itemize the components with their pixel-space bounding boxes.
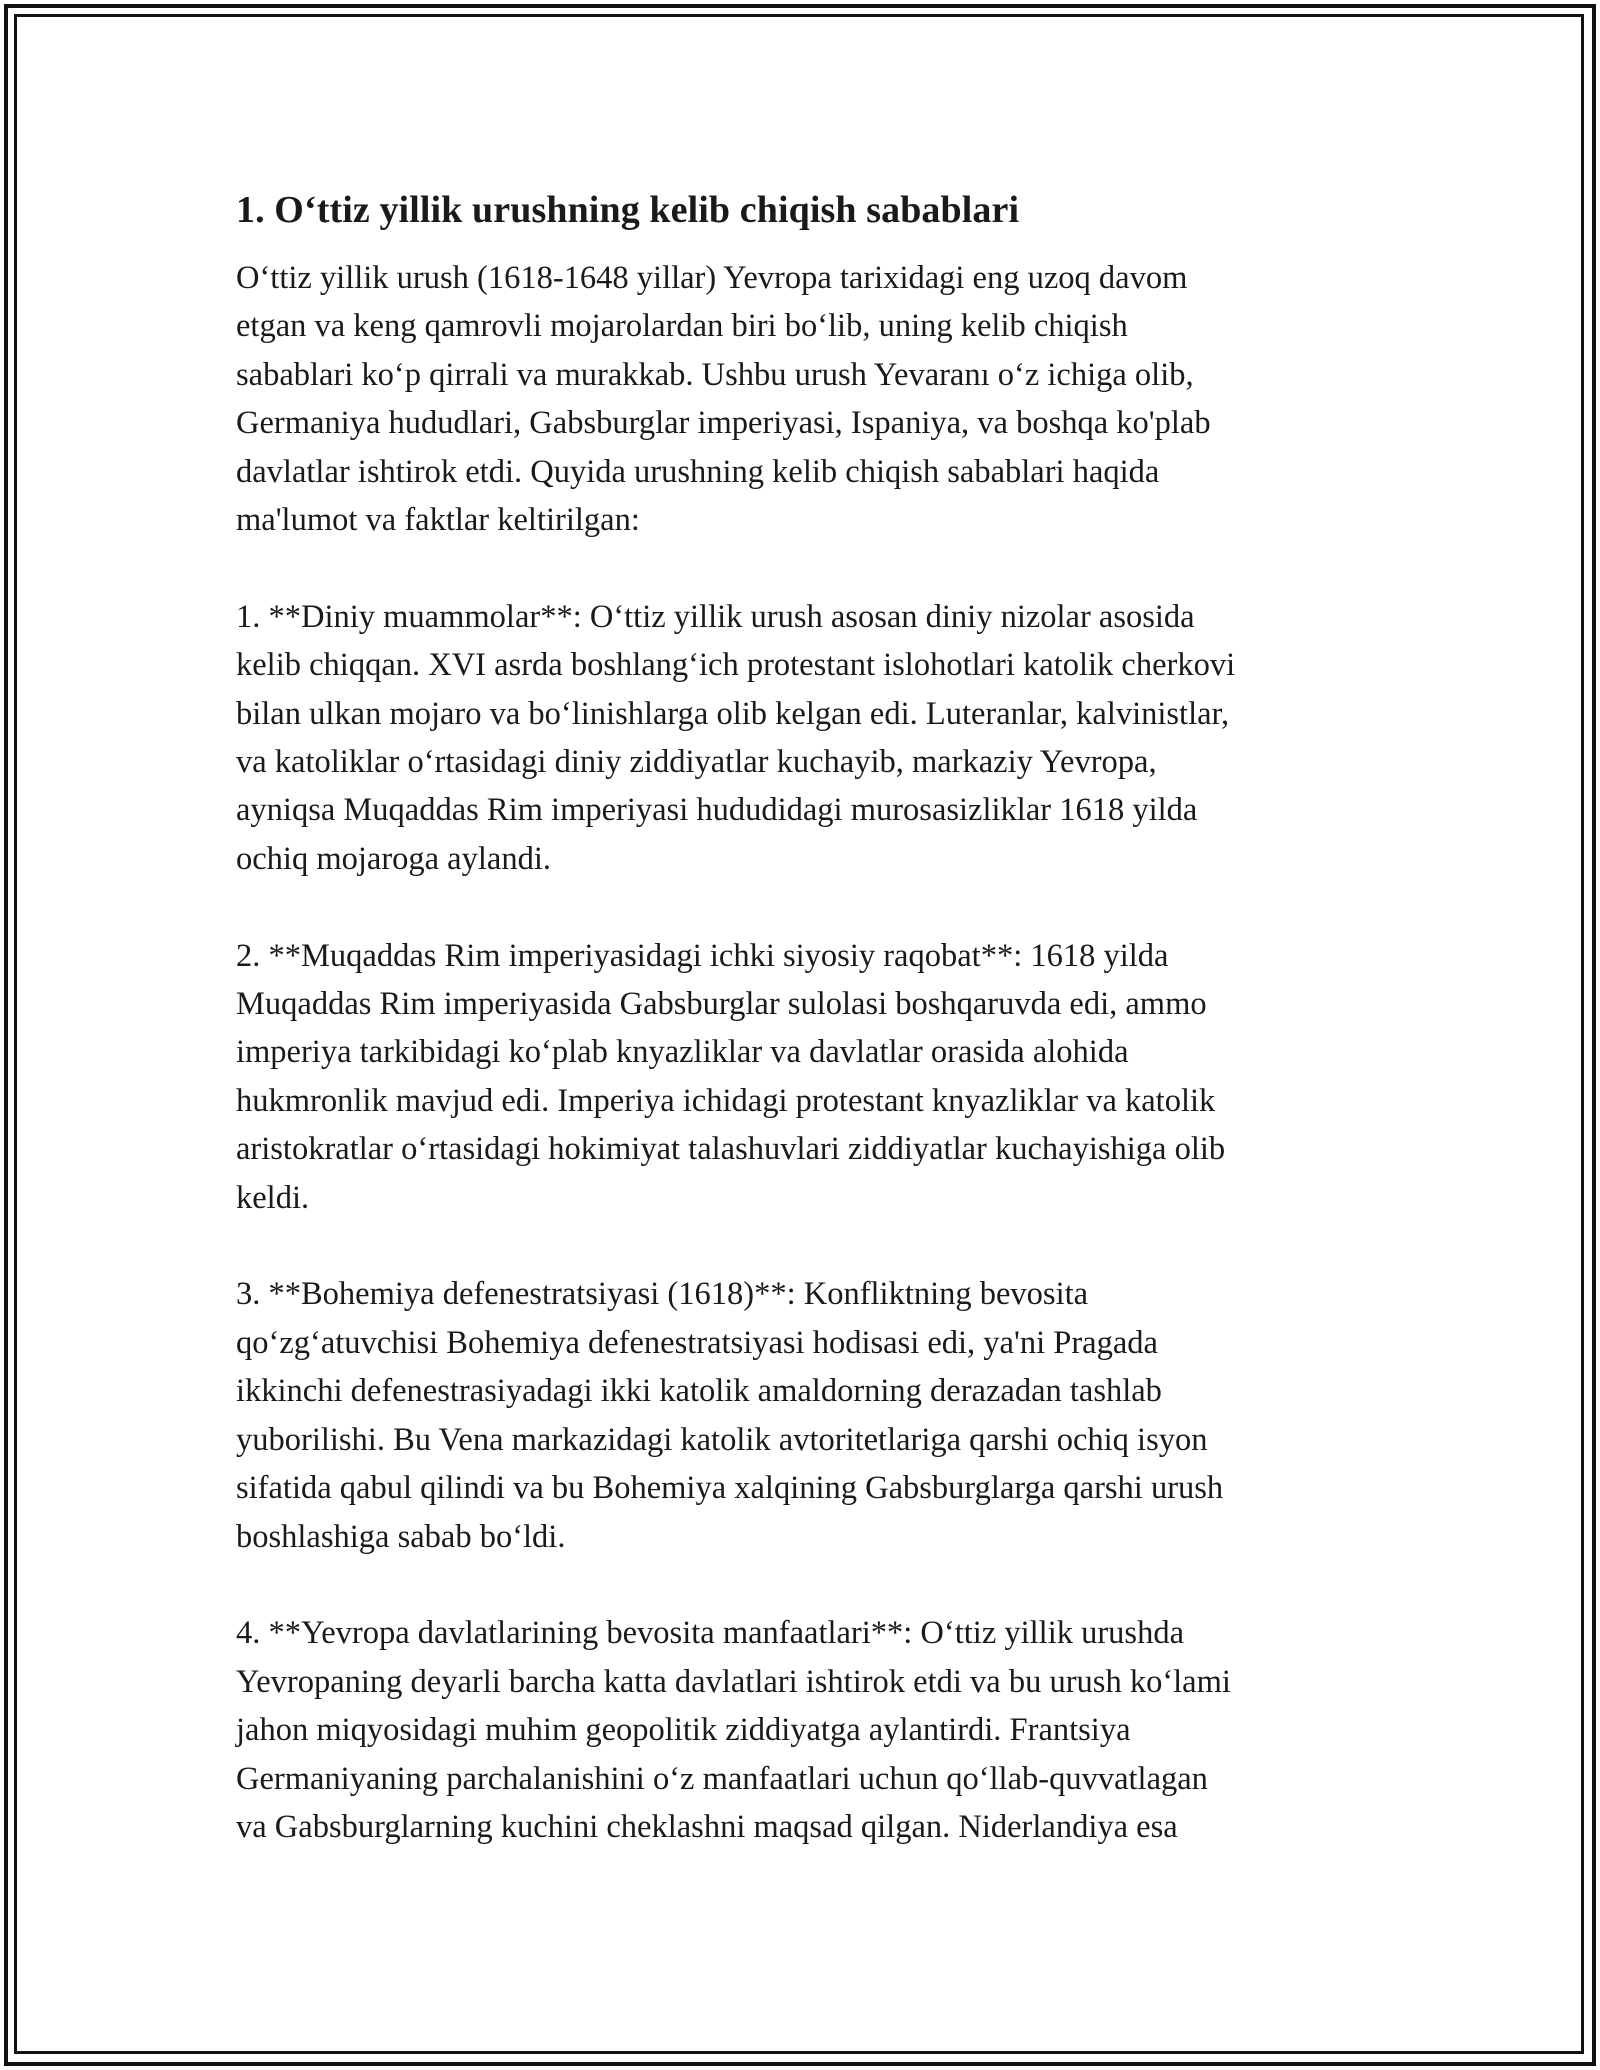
paragraph-spacer xyxy=(236,544,1380,592)
intro-paragraph: O‘ttiz yillik urush (1618-1648 yillar) Yevropa tarixidagi eng uzoq davom etgan va keng qamrovli mojarolardan biri bo‘lib, uning kelib chiqish sabablari ko‘p qirrali va murakkab. Ushbu urush Yevaranı o‘z ichiga olib, Germaniya hududlari, Gabsburglar imperiyasi, Ispaniya, va boshqa ko'plab davlatlar ishtirok etdi. Quyida urushning kelib chiqish sabablari haqida ma'lumot va faktlar keltirilgan: xyxy=(236,260,1211,539)
paragraph-spacer xyxy=(236,1561,1380,1609)
list-item-internal-rivalry: 2. **Muqaddas Rim imperiyasidagi ichki siyosiy raqobat**: 1618 yilda Muqaddas Rim imperiyasida Gabsburglar sulolasi boshqaruvda edi, ammo imperiya tarkibidagi ko‘plab knyazliklar va davlatlar orasida alohida hukmronlik mavjud edi. Imperiya ichidagi protestant knyazliklar va katolik aristokratlar o‘rtasidagi hokimiyat talashuvlari ziddiyatlar kuchayishiga olib keldi. xyxy=(236,937,1226,1216)
paragraph-spacer xyxy=(236,883,1380,931)
section-heading: 1. O‘ttiz yillik urushning kelib chiqish sabablari xyxy=(236,189,1020,231)
list-item-european-interests: 4. **Yevropa davlatlarining bevosita manfaatlari**: O‘ttiz yillik urushda Yevropaning deyarli barcha katta davlatlari ishtirok etdi va bu urush ko‘lami jahon miqyosidagi muhim geopolitik ziddiyatga aylantirdi. Frantsiya Germaniyaning parchalanishini o‘z manfaatlari uchun qo‘llab-quvvatlagan va Gabsburglarning kuchini cheklashni maqsad qilgan. Niderlandiya esa xyxy=(236,1615,1231,1845)
list-item-defenestration: 3. **Bohemiya defenestratsiyasi (1618)**: Konfliktning bevosita qo‘zg‘atuvchisi Bohemiya defenestratsiyasi hodisasi edi, ya'ni Pragada ikkinchi defenestrasiyadagi ikki katolik amaldorning derazadan tashlab yuborilishi. Bu Vena markazidagi katolik avtoritetlariga qarshi ochiq isyon sifatida qabul qilindi va bu Bohemiya xalqining Gabsburglarga qarshi urush boshlashiga sabab bo‘ldi. xyxy=(236,1276,1224,1555)
paragraph-spacer xyxy=(236,1222,1380,1270)
document-page xyxy=(236,186,1380,1851)
list-item-religious-problems: 1. **Diniy muammolar**: O‘ttiz yillik urush asosan diniy nizolar asosida kelib chiqqan. XVI asrda boshlang‘ich protestant islohotlari katolik cherkovi bilan ulkan mojaro va bo‘linishlarga olib kelgan edi. Luteranlar, kalvinistlar, va katoliklar o‘rtasidagi diniy ziddiyatlar kuchayib, markaziy Yevropa, ayniqsa Muqaddas Rim imperiyasi hududidagi murosasizliklar 1618 yilda ochiq mojaroga aylandi. xyxy=(236,598,1236,877)
